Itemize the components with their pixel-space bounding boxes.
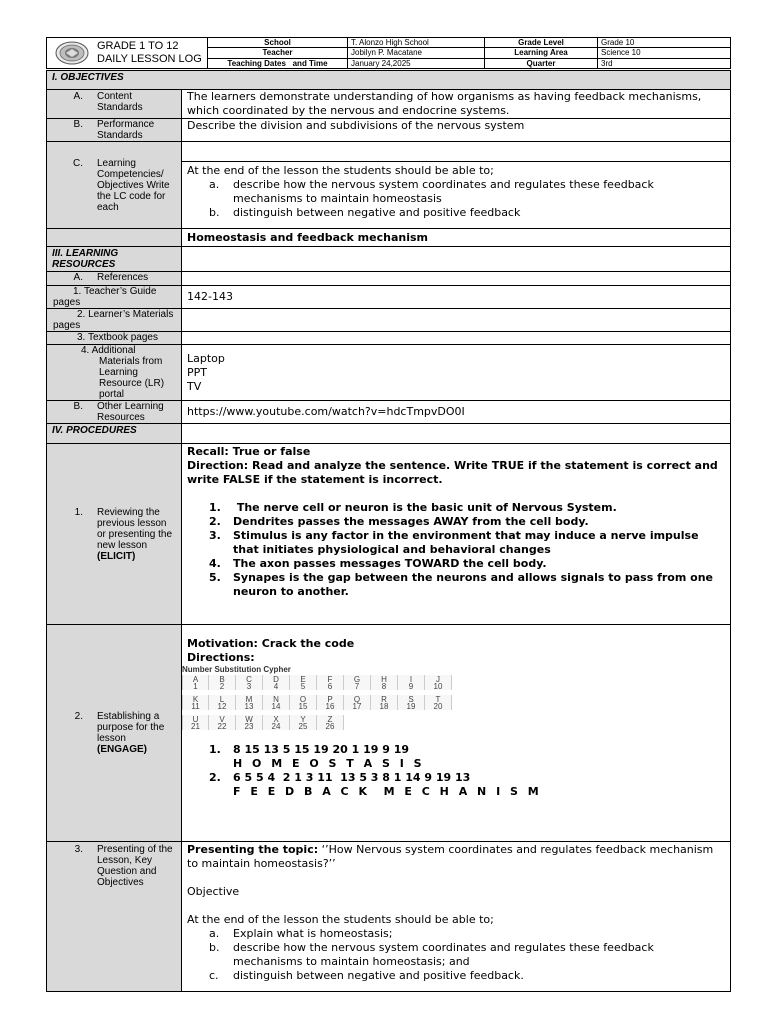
cipher-number: 19: [406, 702, 416, 711]
elicit-content: [182, 444, 731, 625]
teacher-value: Jobilyn P. Macatane: [348, 48, 485, 58]
content-standards-text: The learners demonstrate understanding of how organisms as having feedback mechanisms, which coordinated by the nervous and endocrine systems.: [182, 90, 731, 119]
cipher-number: 8: [381, 682, 387, 691]
cipher-cell: [317, 675, 344, 690]
dates-label: Teaching Dates and Time: [208, 58, 348, 68]
cipher-number: 11: [191, 702, 200, 711]
cipher-number: 26: [325, 722, 335, 731]
engage-content: [182, 625, 731, 842]
dates-value: January 24,2025: [348, 58, 485, 68]
cipher-cell: [317, 695, 344, 710]
cipher-cell: [236, 715, 263, 730]
learners-materials-blank: [182, 309, 731, 332]
header-table: [46, 37, 731, 69]
cipher-letter: S: [408, 695, 414, 704]
material-item: PPT: [187, 365, 207, 379]
cipher-number: 18: [379, 702, 389, 711]
additional-materials-list: [182, 345, 731, 401]
cipher-number: 15: [298, 702, 308, 711]
elicit-title: Recall: True or false: [187, 445, 311, 458]
cipher-number: 9: [408, 682, 414, 691]
lesson-table: [46, 70, 731, 992]
cipher-cell: [425, 695, 452, 710]
cipher-cell: [317, 715, 344, 730]
textbook-label: 3. Textbook pages: [47, 332, 182, 345]
cipher-cell: [182, 715, 209, 730]
material-item: TV: [187, 379, 202, 393]
cipher-letter: Z: [327, 715, 333, 724]
quiz-item: 3. Stimulus is any factor in the environment that may induce a nerve impulse that initiates physiological and behavioral changes: [209, 529, 699, 556]
textbook-blank: [182, 332, 731, 345]
cipher-number: 3: [246, 682, 252, 691]
cipher-number: 25: [298, 722, 308, 731]
cipher-number: 17: [352, 702, 362, 711]
engage-directions: Directions:: [187, 651, 255, 664]
cipher-letter: P: [327, 695, 333, 704]
cipher-number: 24: [271, 722, 281, 731]
cipher-letter: L: [219, 695, 225, 704]
cipher-letter: V: [219, 715, 225, 724]
area-label: Learning Area: [485, 48, 598, 58]
cipher-number: 13: [244, 702, 254, 711]
content-standards-label: A. Content Standards: [47, 90, 182, 119]
teachers-guide-value: 142-143: [182, 286, 731, 309]
cipher-cell: [263, 675, 290, 690]
engage-label: 2. Establishing a purpose for the lesson (ENGAGE): [47, 625, 182, 842]
area-value: Science 10: [598, 48, 731, 58]
cipher-number: 2: [219, 682, 225, 691]
cipher-letter: X: [273, 715, 279, 724]
objectives-heading: I. OBJECTIVES: [47, 71, 731, 90]
code-item: 2. 6 5 5 4 2 1 3 11 13 5 3 8 1 14 9 19 13 F E E D B A C K M E C H A N I S M: [209, 771, 542, 798]
resources-heading: III. LEARNING RESOURCES: [47, 247, 182, 272]
cipher-letter: A: [192, 675, 199, 684]
cipher-letter: B: [219, 675, 225, 684]
cipher-letter: T: [435, 695, 441, 704]
procedures-heading: IV. PROCEDURES: [47, 424, 182, 444]
teachers-guide-label: 1. Teacher’s Guide pages: [47, 286, 182, 309]
objective-item: c. distinguish between negative and positive feedback.: [209, 969, 524, 982]
content-text: Homeostasis and feedback mechanism: [182, 229, 731, 247]
cipher-letter: D: [273, 675, 279, 684]
presenting-topic: Presenting the topic: ‘’How Nervous system coordinates and regulates feedback mechanism to maintain homeostasis?’’: [187, 843, 714, 870]
title-line2: DAILY LESSON LOG: [97, 53, 202, 65]
competency-item: b. distinguish between negative and positive feedback: [209, 206, 521, 219]
cipher-cell: [398, 695, 425, 710]
cipher-title: Number Substitution Cypher: [182, 665, 291, 674]
engage-title: Motivation: Crack the code: [187, 637, 355, 650]
quarter-label: Quarter: [485, 58, 598, 68]
cipher-letter: W: [245, 715, 253, 724]
other-resources-label: B. Other Learning Resources: [47, 401, 182, 424]
cipher-cell: [290, 695, 317, 710]
competencies-spacer: [182, 142, 731, 162]
cipher-number: 23: [244, 722, 254, 731]
cipher-number: 22: [217, 722, 227, 731]
cipher-number: 20: [433, 702, 443, 711]
cipher-table: [182, 665, 725, 730]
cipher-cell: [209, 675, 236, 690]
cipher-number: 21: [191, 722, 200, 731]
cipher-letter: C: [246, 675, 252, 684]
presenting-label: 3. Presenting of the Lesson, Key Question and Objectives: [47, 842, 182, 992]
objective-item: b. describe how the nervous system coordinates and regulates these feedback mechanisms to maintain homeostasis; and: [209, 941, 654, 968]
cipher-letter: F: [327, 675, 333, 684]
cipher-letter: K: [192, 695, 199, 704]
quiz-item: 5. Synapes is the gap between the neurons and allows signals to pass from one neuron to another.: [209, 571, 713, 598]
cipher-letter: O: [299, 695, 307, 704]
cipher-cell: [263, 715, 290, 730]
cipher-number: 4: [273, 682, 279, 691]
competency-item: a. describe how the nervous system coordinates and regulates these feedback mechanisms to maintain homeostasis: [209, 178, 654, 205]
cipher-letter: N: [273, 695, 279, 704]
material-item: Laptop: [187, 351, 225, 365]
quiz-item: 2. Dendrites passes the messages AWAY from the cell body.: [209, 515, 589, 528]
cipher-letter: J: [436, 675, 440, 684]
deped-seal-icon: [55, 41, 89, 65]
cipher-letter: G: [353, 675, 361, 684]
elicit-label: 1. Reviewing the previous lesson or presenting the new lesson (ELICIT): [47, 444, 182, 625]
competencies-text: [182, 162, 731, 229]
cipher-letter: Q: [353, 695, 361, 704]
cipher-cell: [263, 695, 290, 710]
cipher-letter: I: [409, 675, 413, 684]
quiz-item: 4. The axon passes messages TOWARD the cell body.: [209, 557, 547, 570]
cipher-number: 5: [300, 682, 306, 691]
cipher-cell: [182, 675, 209, 690]
resources-heading-blank: [182, 247, 731, 272]
quiz-item: 1. The nerve cell or neuron is the basic unit of Nervous System.: [209, 501, 617, 514]
code-item: 1. 8 15 13 5 15 19 20 1 19 9 19 H O M E O S T A S I S: [209, 743, 425, 770]
objective-heading: Objective: [187, 885, 240, 898]
cipher-row: [182, 695, 725, 710]
cipher-cell: [290, 675, 317, 690]
performance-standards-label: B. Performance Standards: [47, 119, 182, 142]
references-label: A. References: [47, 272, 182, 286]
cipher-number: 7: [354, 682, 360, 691]
cipher-number: 14: [271, 702, 281, 711]
cipher-cell: [344, 675, 371, 690]
additional-materials-label: 4. Additional Materials from Learning Resource (LR) portal: [47, 345, 182, 401]
cipher-number: 12: [217, 702, 227, 711]
cipher-cell: [371, 695, 398, 710]
elicit-direction: Direction: Read and analyze the sentence. Write TRUE if the statement is correct and write FALSE if the statement is incorrect.: [187, 459, 718, 486]
cipher-letter: M: [245, 695, 253, 704]
learners-materials-label: 2. Learner’s Materials pages: [47, 309, 182, 332]
cipher-letter: Y: [300, 715, 306, 724]
cipher-letter: R: [381, 695, 387, 704]
grade-value: Grade 10: [598, 38, 731, 48]
grade-label: Grade Level: [485, 38, 598, 48]
cipher-cell: [182, 695, 209, 710]
cipher-letter: H: [381, 675, 387, 684]
presenting-intro: At the end of the lesson the students should be able to;: [187, 913, 494, 926]
cipher-number: 1: [193, 682, 198, 691]
cipher-cell: [398, 675, 425, 690]
teacher-label: Teacher: [208, 48, 348, 58]
performance-standards-text: Describe the division and subdivisions of the nervous system: [182, 119, 731, 142]
procedures-heading-blank: [182, 424, 731, 444]
cipher-cell: [209, 695, 236, 710]
references-blank: [182, 272, 731, 286]
cipher-cell: [344, 695, 371, 710]
school-label: School: [208, 38, 348, 48]
school-value: T. Alonzo High School: [348, 38, 485, 48]
cipher-number: 6: [327, 682, 333, 691]
cipher-letter: E: [300, 675, 306, 684]
lesson-log-page: [46, 37, 731, 992]
header-logo-cell: [47, 38, 208, 69]
competencies-intro: At the end of the lesson the students should be able to;: [187, 164, 494, 177]
title-line1: GRADE 1 TO 12: [97, 40, 179, 52]
quarter-value: 3rd: [598, 58, 731, 68]
cipher-cell: [371, 675, 398, 690]
cipher-cell: [236, 675, 263, 690]
cipher-row: [182, 675, 725, 690]
cipher-row: [182, 715, 725, 730]
cipher-cell: [209, 715, 236, 730]
cipher-cell: [290, 715, 317, 730]
cipher-number: 10: [433, 682, 443, 691]
cipher-number: 16: [325, 702, 335, 711]
objective-item: a. Explain what is homeostasis;: [209, 927, 393, 940]
presenting-content: [182, 842, 731, 992]
cipher-cell: [236, 695, 263, 710]
content-label-cell: [47, 229, 182, 247]
competencies-label: C. Learning Competencies/ Objectives Write the LC code for each: [47, 142, 182, 229]
cipher-letter: U: [192, 715, 199, 724]
other-resources-link[interactable]: https://www.youtube.com/watch?v=hdcTmpvDO0I: [182, 401, 731, 424]
cipher-cell: [425, 675, 452, 690]
